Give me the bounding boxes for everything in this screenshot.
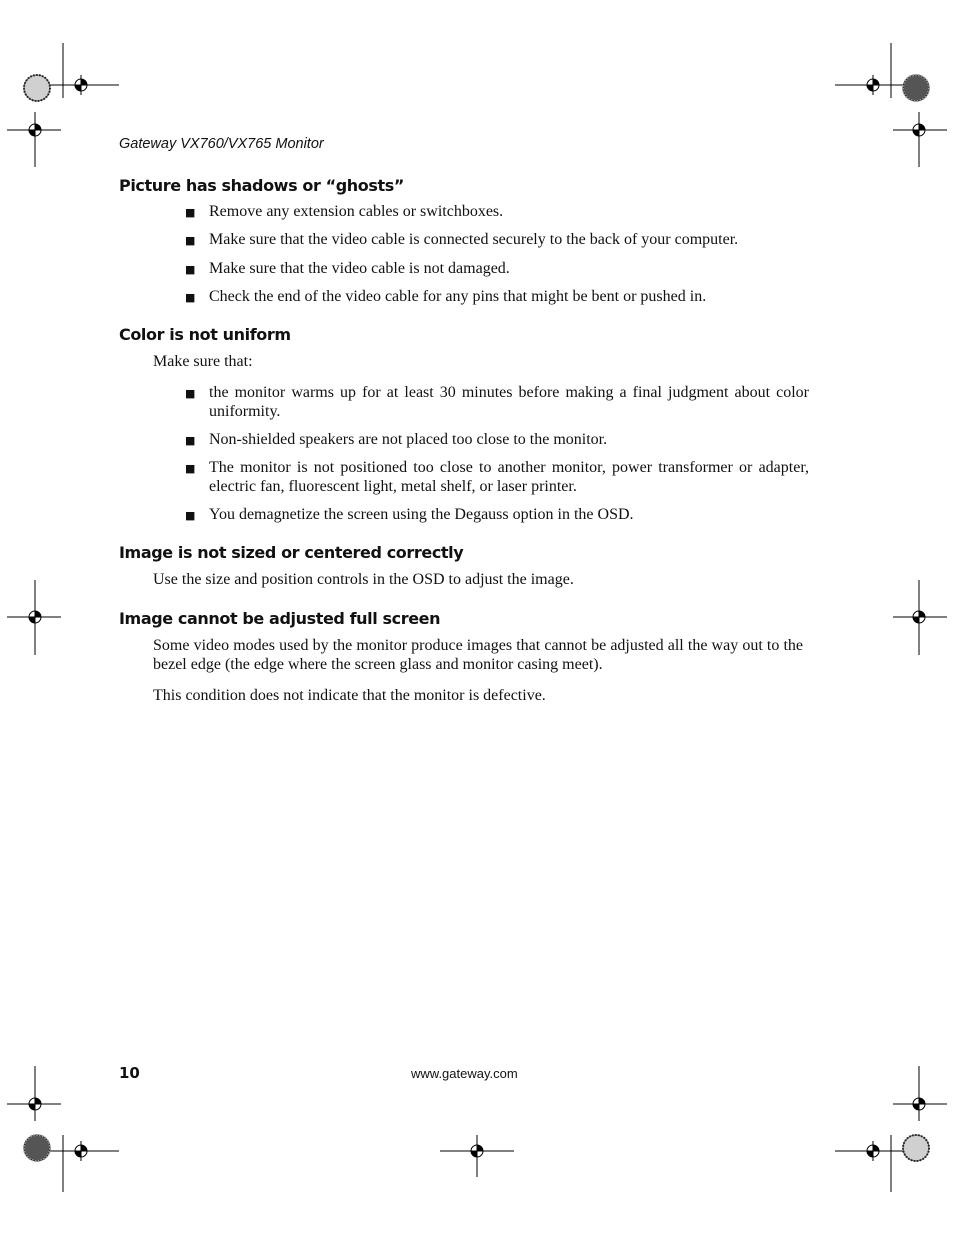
running-head: Gateway VX760/VX765 Monitor [119, 136, 324, 152]
footer-url: www.gateway.com [411, 1066, 518, 1081]
bullet-marker: ■ [185, 509, 196, 522]
bullet-marker: ■ [185, 462, 196, 475]
page-number: 10 [119, 1064, 140, 1082]
section-heading-ghosts: Picture has shadows or “ghosts” [119, 176, 404, 195]
bullet-item: Make sure that the video cable is connected securely to the back of your computer. [209, 231, 739, 248]
section-intro: Make sure that: [153, 353, 253, 370]
bullet-item: The monitor is not positioned too close to another monitor, power transformer or adapter, electric fan, fluorescent light, metal shelf, or laser printer. [209, 459, 809, 495]
paragraph: Use the size and position controls in the OSD to adjust the image. [153, 571, 574, 588]
bullet-marker: ■ [185, 206, 196, 219]
paragraph: This condition does not indicate that the monitor is defective. [153, 687, 546, 704]
bullet-marker: ■ [185, 263, 196, 276]
section-heading-fullscreen: Image cannot be adjusted full screen [119, 609, 441, 628]
bullet-marker: ■ [185, 234, 196, 247]
bullet-marker: ■ [185, 291, 196, 304]
bullet-item: Non-shielded speakers are not placed too close to the monitor. [209, 431, 608, 448]
bullet-marker: ■ [185, 434, 196, 447]
paragraph: Some video modes used by the monitor produce images that cannot be adjusted all the way out to the bezel edge (the edge where the screen glass and monitor casing meet). [153, 637, 803, 673]
bullet-item: Make sure that the video cable is not damaged. [209, 260, 510, 277]
bullet-item: Remove any extension cables or switchboxes. [209, 203, 504, 220]
bullet-marker: ■ [185, 387, 196, 400]
section-heading-size: Image is not sized or centered correctly [119, 543, 464, 562]
section-heading-color: Color is not uniform [119, 325, 291, 344]
bullet-item: You demagnetize the screen using the Degauss option in the OSD. [209, 506, 634, 523]
bullet-item: the monitor warms up for at least 30 minutes before making a final judgment about color uniformity. [209, 384, 809, 420]
bullet-item: Check the end of the video cable for any pins that might be bent or pushed in. [209, 288, 707, 305]
